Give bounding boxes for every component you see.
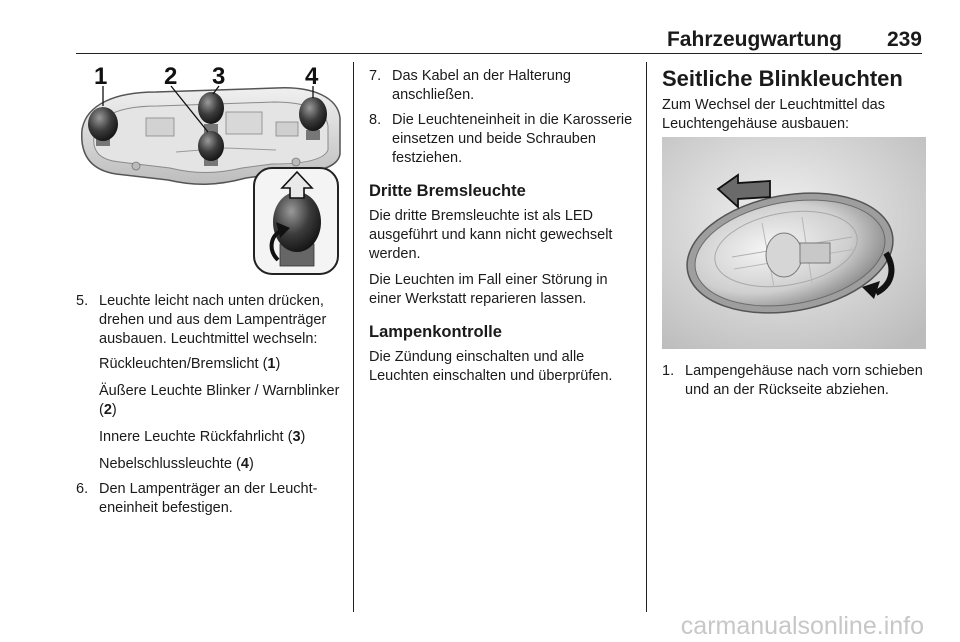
step-7 xyxy=(369,67,635,105)
header-rule xyxy=(76,53,922,54)
side-indicator-figure xyxy=(662,137,926,349)
step-number: 6. xyxy=(76,481,89,497)
column-3 xyxy=(662,66,926,134)
callout-4: 4 xyxy=(305,63,319,90)
watermark-text: carmanualsonline.info xyxy=(680,612,924,640)
side-indicator-step-1 xyxy=(662,362,926,400)
step-5 xyxy=(76,292,348,349)
step-text: Leuchte leicht nach unten drücken, drehen und aus dem Lampenträger ausbauen. Leuchtmittel wechseln: xyxy=(99,293,327,347)
section-heading-side-indicators: Seitliche Blinkleuchten xyxy=(662,66,903,91)
column-1 xyxy=(76,292,348,524)
step-8 xyxy=(369,111,635,168)
bulb-list-item-4: Nebelschlussleuchte (4) xyxy=(99,456,254,472)
step-6 xyxy=(76,480,348,518)
section-heading-lamp-check: Lampenkontrolle xyxy=(369,323,502,341)
bulb-list-item-1: Rückleuchten/Bremslicht (1) xyxy=(99,356,281,372)
bulb-list-item-3: Innere Leuchte Rückfahrlicht (3) xyxy=(99,429,306,445)
intro-paragraph: Zum Wechsel der Leuchtmittel das Leuchtengehäuse ausbauen: xyxy=(662,97,885,132)
callout-3: 3 xyxy=(212,63,226,90)
step-text: Den Lampenträger an der Leuchteneinheit befestigen. xyxy=(99,481,318,516)
callout-1: 1 xyxy=(94,63,108,90)
column-divider-1 xyxy=(353,62,354,612)
page-number: 239 xyxy=(886,28,922,51)
step-number: 1. xyxy=(662,363,675,379)
column-2 xyxy=(369,67,635,386)
step-number: 7. xyxy=(369,68,382,84)
step-number: 8. xyxy=(369,112,382,128)
callout-2: 2 xyxy=(164,63,178,90)
column-divider-2 xyxy=(646,62,647,612)
step-text: Das Kabel an der Halterung anschließen. xyxy=(392,68,571,103)
step-text: Lampengehäuse nach vorn schieben und an der Rückseite abziehen. xyxy=(685,363,923,398)
bulb-3 xyxy=(198,92,224,124)
bulb-4 xyxy=(299,97,327,131)
page-header-title: Fahrzeugwartung xyxy=(666,28,842,51)
bulb-list-item-2: Äußere Leuchte Blinker / Warnblinker (2) xyxy=(99,383,340,418)
column-3-steps xyxy=(662,362,926,406)
paragraph: Die Zündung einschalten und alle Leuchten einschalten und überprüfen. xyxy=(369,349,613,384)
paragraph: Die dritte Bremsleuchte ist als LED ausgeführt und kann nicht gewechselt werden. xyxy=(369,208,613,262)
section-heading-third-brake-light: Dritte Bremsleuchte xyxy=(369,182,526,200)
step-number: 5. xyxy=(76,293,89,309)
bulb-1 xyxy=(88,107,118,141)
bulb-2 xyxy=(198,131,224,161)
lamp-carrier-figure xyxy=(76,62,348,280)
step-text: Die Leuchteneinheit in die Karosserie einsetzen und beide Schrauben festziehen. xyxy=(392,112,633,166)
paragraph: Die Leuchten im Fall einer Störung in einer Werkstatt reparieren lassen. xyxy=(369,272,608,307)
